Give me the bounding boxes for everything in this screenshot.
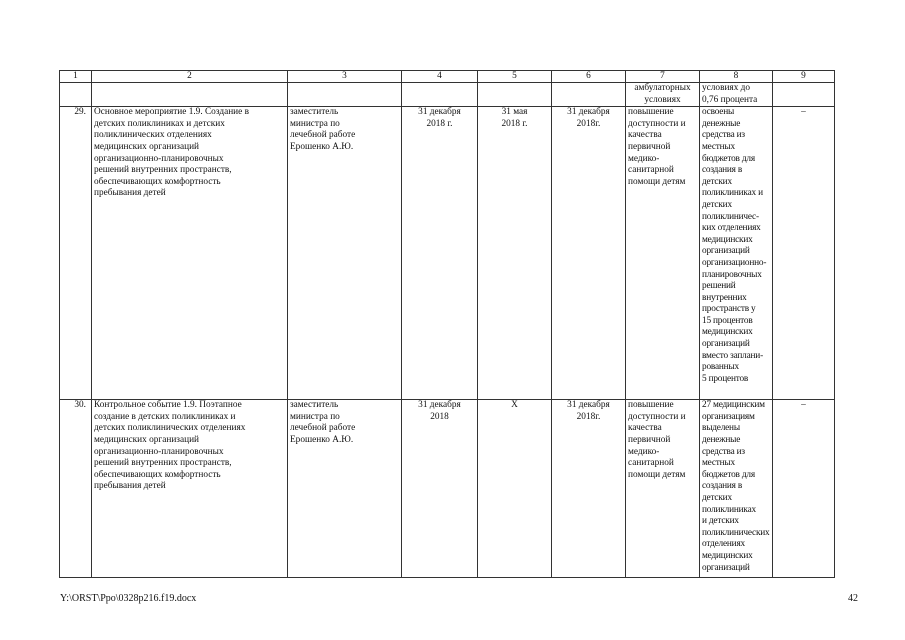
plan-table xyxy=(59,70,835,578)
row-result: 27 медицинским организациям выделены денежные средства из местных бюджетов для создания в детских поликлиниках и детских поликлинических отделениях медицинских организаций xyxy=(700,400,773,578)
table-cell xyxy=(288,83,402,107)
column-number: 5 xyxy=(478,71,552,83)
row-responsible: заместитель министра по лечебной работе Ерошенко А.Ю. xyxy=(288,107,402,400)
column-number: 8 xyxy=(700,71,773,83)
column-number: 2 xyxy=(92,71,288,83)
row-end-date: 31 декабря 2018г. xyxy=(552,107,626,400)
column-number-row xyxy=(60,71,835,83)
table-cell xyxy=(552,83,626,107)
table-row xyxy=(60,107,835,400)
row-description: Основное мероприятие 1.9. Создание в детских поликлиниках и детских поликлинических отделениях медицинских организаций организационно-планировочных решений внутренних пространств, обеспечивающих комфортность пребывания детей xyxy=(92,107,288,400)
table-cell xyxy=(60,83,92,107)
row-end-date: 31 декабря 2018г. xyxy=(552,400,626,578)
row-start-date: X xyxy=(478,400,552,578)
row-start-date: 31 мая 2018 г. xyxy=(478,107,552,400)
continuation-row xyxy=(60,83,835,107)
column-number: 3 xyxy=(288,71,402,83)
continuation-result: условиях до 0,76 процента xyxy=(700,83,773,107)
table-cell xyxy=(773,83,835,107)
row-number: 29. xyxy=(60,107,92,400)
row-planned-date: 31 декабря 2018 г. xyxy=(402,107,478,400)
column-number: 9 xyxy=(773,71,835,83)
table-cell xyxy=(402,83,478,107)
row-goal: повышение доступности и качества первичной медико- санитарной помощи детям xyxy=(626,400,700,578)
continuation-goal: амбулаторных условиях xyxy=(626,83,700,107)
row-description: Контрольное событие 1.9. Поэтапное создание в детских поликлиниках и детских поликлинических отделениях медицинских организаций организационно-планировочных решений внутренних пространств, обеспечивающих комфортность пребывания детей xyxy=(92,400,288,578)
table-cell xyxy=(478,83,552,107)
row-goal: повышение доступности и качества первичной медико- санитарной помощи детям xyxy=(626,107,700,400)
column-number: 4 xyxy=(402,71,478,83)
column-number: 6 xyxy=(552,71,626,83)
file-path: Y:\ORST\Ppo\0328p216.f19.docx xyxy=(60,593,197,604)
row-note: – xyxy=(773,400,835,578)
row-responsible: заместитель министра по лечебной работе Ерошенко А.Ю. xyxy=(288,400,402,578)
row-note: – xyxy=(773,107,835,400)
row-number: 30. xyxy=(60,400,92,578)
table-cell xyxy=(92,83,288,107)
column-number: 7 xyxy=(626,71,700,83)
table-row xyxy=(60,400,835,578)
column-number: 1 xyxy=(60,71,92,83)
page-number: 42 xyxy=(848,593,858,604)
row-planned-date: 31 декабря 2018 xyxy=(402,400,478,578)
row-result: освоены денежные средства из местных бюджетов для создания в детских поликлиниках и детских поликлиничес- ких отделениях медицинских организаций организационно- планировочных решений внутренних пространств у 15 процентов медицинских организаций вместо заплани- рованных 5 процентов xyxy=(700,107,773,400)
